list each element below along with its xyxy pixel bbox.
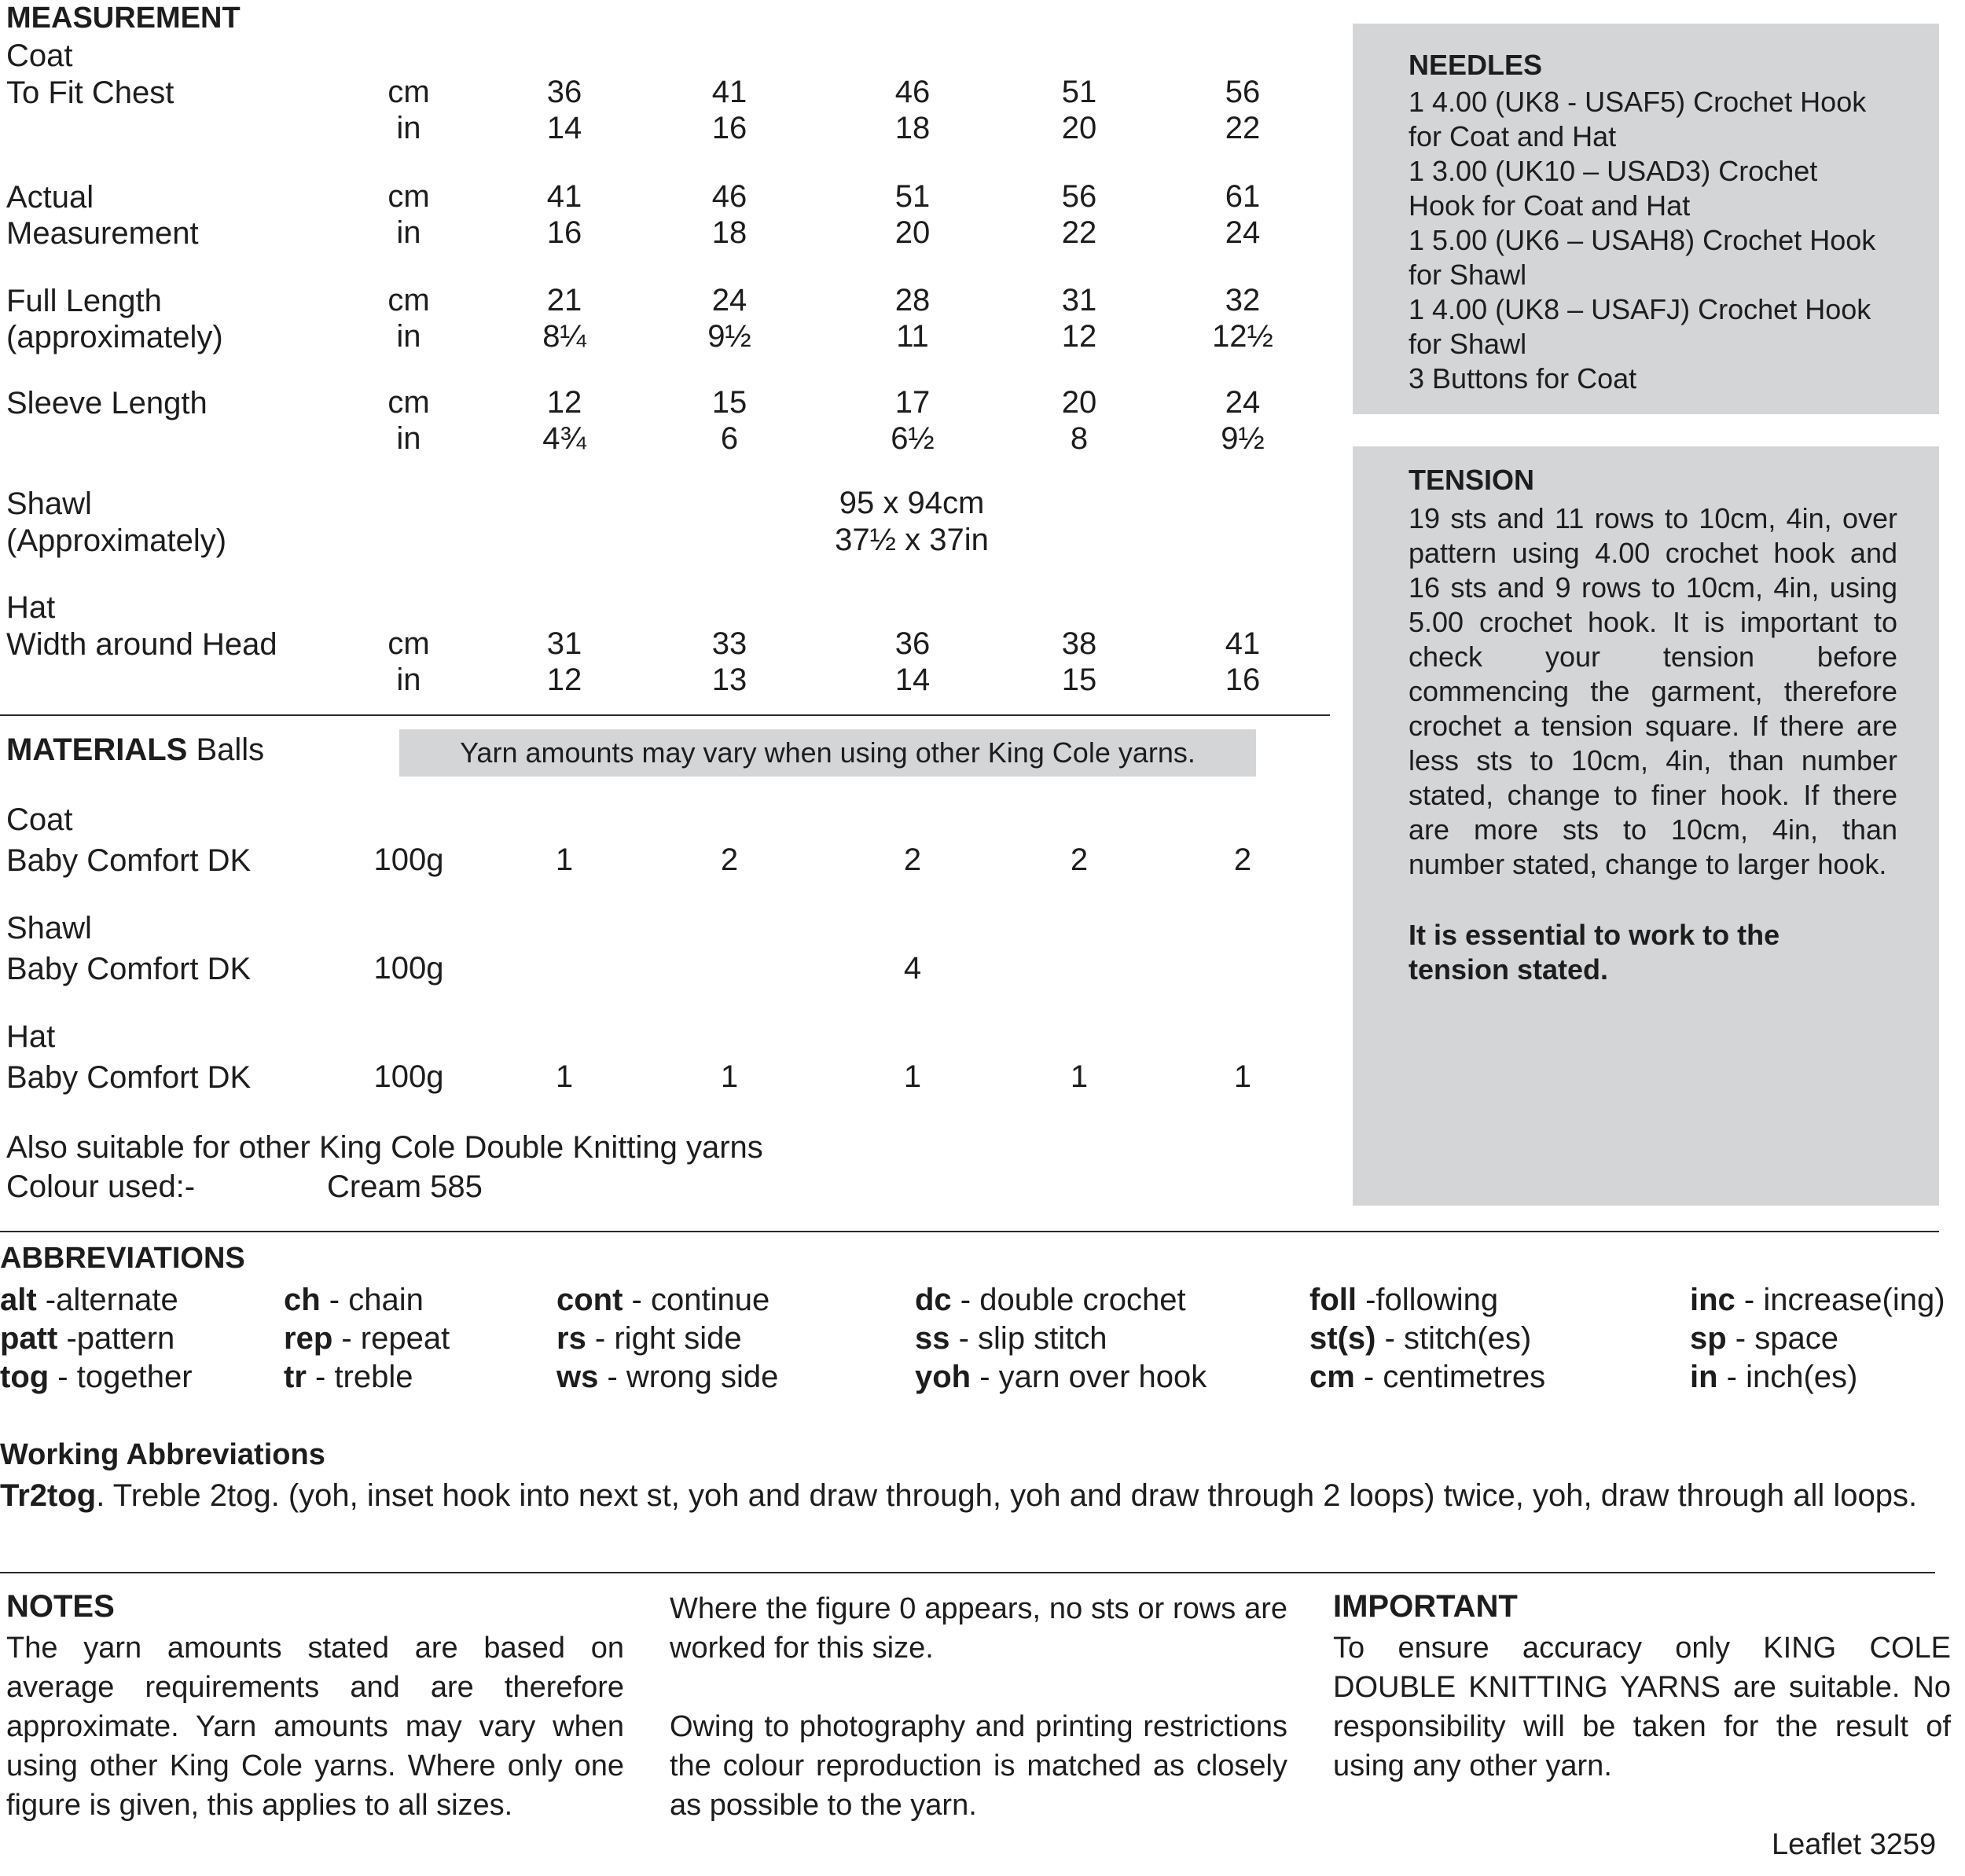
ball-count: 1	[555, 843, 574, 877]
abbreviation-meaning: chain	[348, 1283, 424, 1317]
size-value-in: 24	[1225, 215, 1261, 250]
size-value-in: 9½	[1221, 421, 1265, 456]
abbreviation-term: dc	[915, 1283, 952, 1317]
unit-cm: cm	[387, 75, 430, 109]
abbreviation-item	[0, 1360, 193, 1395]
abbreviation-separator: -	[623, 1283, 651, 1317]
abbreviation-separator: -	[306, 1360, 335, 1394]
materials-note-box	[399, 729, 1256, 776]
abbreviation-meaning: following	[1376, 1283, 1499, 1317]
shawl-sublabel: (Approximately)	[6, 523, 227, 558]
abbreviation-meaning: increase(ing)	[1763, 1283, 1945, 1317]
needles-line: for Coat and Hat	[1409, 120, 1617, 152]
abbreviation-meaning: pattern	[76, 1321, 175, 1356]
abbreviation-item	[915, 1360, 1207, 1395]
size-value-cm: 24	[1225, 385, 1261, 420]
abbreviation-meaning: double crochet	[979, 1283, 1186, 1317]
abbreviation-item	[1309, 1283, 1498, 1318]
abbreviation-term: in	[1690, 1360, 1718, 1394]
size-value-cm: 61	[1225, 179, 1261, 214]
size-value-cm: 21	[546, 283, 582, 318]
materials-heading	[6, 732, 264, 768]
working-text	[0, 1476, 1945, 1515]
size-value-in: 22	[1061, 215, 1097, 250]
abbreviation-separator: -	[951, 1283, 980, 1317]
size-value-cm: 15	[711, 385, 747, 420]
size-value-in: 18	[711, 215, 747, 250]
abbreviation-meaning: continue	[650, 1283, 770, 1317]
abbreviation-term: yoh	[915, 1360, 971, 1394]
abbreviation-meaning: alternate	[56, 1283, 178, 1317]
needles-line: 1 4.00 (UK8 - USAF5) Crochet Hook	[1409, 86, 1867, 118]
hat-value-cm: 36	[894, 626, 931, 661]
size-value-cm: 28	[894, 283, 931, 318]
abbreviation-separator: -	[1726, 1321, 1755, 1356]
tension-heading: TENSION	[1409, 464, 1535, 496]
abbreviation-item	[1690, 1321, 1838, 1357]
material-yarn: Baby Comfort DK	[6, 952, 252, 986]
material-yarn: Baby Comfort DK	[6, 843, 252, 878]
hat-value-cm: 31	[546, 626, 582, 661]
working-heading: Working Abbreviations	[0, 1438, 325, 1471]
notes-zero-figure: Where the figure 0 appears, no sts or rows are worked for this size.	[670, 1592, 1287, 1665]
size-value-in: 9½	[707, 319, 751, 354]
abbreviations-heading: ABBREVIATIONS	[0, 1242, 245, 1275]
material-yarn: Baby Comfort DK	[6, 1060, 252, 1095]
notes-colour-reproduction: Owing to photography and printing restrictions the colour reproduction is matched as closely as possible to the yarn.	[670, 1710, 1287, 1822]
size-value-in: 12½	[1212, 319, 1273, 354]
hat-value-in: 13	[711, 663, 747, 697]
ball-count: 2	[720, 843, 739, 877]
hat-value-in: 14	[894, 663, 931, 697]
abbreviation-term: st(s)	[1309, 1321, 1376, 1356]
ball-count: 1	[720, 1059, 739, 1094]
unit-in: in	[396, 215, 421, 250]
abbreviation-separator: -	[1354, 1360, 1383, 1394]
abbreviation-item	[0, 1321, 174, 1357]
needles-box	[1353, 24, 1939, 414]
abbreviation-item	[556, 1321, 742, 1357]
abbreviation-separator: -	[1717, 1360, 1746, 1394]
shawl-size-cm: 95 x 94cm	[839, 486, 985, 520]
abbreviation-item	[1690, 1283, 1945, 1318]
abbreviation-meaning: stitch(es)	[1404, 1321, 1532, 1356]
size-value-in: 16	[546, 215, 582, 250]
abbreviation-term: foll	[1309, 1283, 1357, 1317]
needles-line: for Shawl	[1409, 259, 1527, 291]
unit-cm: cm	[387, 283, 430, 318]
needles-line: 1 5.00 (UK6 – USAH8) Crochet Hook	[1409, 224, 1876, 256]
abbreviation-meaning: together	[76, 1360, 193, 1394]
abbreviation-meaning: wrong side	[626, 1360, 779, 1394]
abbreviation-item	[284, 1283, 424, 1318]
abbreviation-separator: -	[1356, 1283, 1376, 1317]
shawl-label: Shawl	[6, 486, 92, 521]
ball-count: 1	[1233, 1059, 1252, 1094]
hat-value-cm: 41	[1225, 626, 1261, 661]
abbreviation-term: rep	[284, 1321, 333, 1356]
size-value-in: 8¼	[542, 319, 586, 354]
abbreviation-term: patt	[0, 1321, 58, 1356]
abbreviation-term: cont	[556, 1283, 623, 1317]
size-value-in: 6	[720, 421, 739, 456]
colour-value: Cream 585	[327, 1169, 483, 1204]
needles-heading: NEEDLES	[1409, 49, 1543, 81]
abbreviation-meaning: treble	[334, 1360, 413, 1394]
abbreviation-item	[915, 1321, 1107, 1357]
size-value-in: 16	[711, 111, 747, 145]
size-value-cm: 41	[711, 75, 747, 109]
abbreviation-term: ss	[915, 1321, 950, 1356]
abbreviation-separator: -	[320, 1283, 349, 1317]
abbreviation-term: ch	[284, 1283, 321, 1317]
colour-label: Colour used:-	[6, 1169, 196, 1204]
ball-count: 2	[903, 843, 922, 877]
size-value-cm: 31	[1061, 283, 1097, 318]
measurement-label: Full Length	[6, 284, 162, 318]
abbreviation-term: ws	[556, 1360, 599, 1394]
measurement-heading: MEASUREMENT	[6, 2, 241, 35]
abbreviation-item	[284, 1321, 450, 1357]
abbreviation-meaning: yarn over hook	[998, 1360, 1207, 1394]
tension-text: 19 sts and 11 rows to 10cm, 4in, over pattern using 4.00 crochet hook and 16 sts and 9 rows to 10cm, 4in, using 5.00 crochet hook. It is important to check your tension before commencing the garment, therefore crochet a tension square. If there are less sts to 10cm, 4in, than number stated, change to finer hook. If there are more sts to 10cm, 4in, than number stated, change to larger hook.	[1409, 502, 1897, 880]
coat-label: Coat	[6, 39, 73, 73]
notes-heading: NOTES	[6, 1589, 115, 1624]
size-value-in: 22	[1225, 111, 1261, 145]
hat-width-label: Width around Head	[6, 627, 277, 662]
ball-count: 1	[555, 1059, 574, 1094]
size-value-cm: 51	[894, 179, 931, 214]
size-value-cm: 36	[546, 75, 582, 109]
size-value-in: 6½	[891, 421, 935, 456]
size-value-cm: 46	[894, 75, 931, 109]
tension-box	[1353, 446, 1939, 1206]
size-value-cm: 32	[1225, 283, 1261, 318]
unit-in: in	[396, 319, 421, 354]
size-value-in: 18	[894, 111, 931, 145]
shawl-size-in: 37½ x 37in	[835, 523, 989, 557]
materials-note: Yarn amounts may vary when using other King Cole yarns.	[460, 736, 1196, 769]
material-weight: 100g	[373, 843, 444, 877]
abbreviation-term: tr	[284, 1360, 307, 1394]
abbreviation-meaning: space	[1754, 1321, 1838, 1356]
size-value-cm: 41	[546, 179, 582, 214]
needles-line: 1 3.00 (UK10 – USAD3) Crochet	[1409, 155, 1818, 187]
size-value-cm: 17	[894, 385, 931, 420]
measurement-sublabel: (approximately)	[6, 320, 223, 354]
notes-text: The yarn amounts stated are based on average requirements and are therefore approximate. Yarn amounts may vary when using other King Cole yarns. Where only one figure is given, this applies to all sizes.	[6, 1632, 624, 1822]
abbreviation-meaning: inch(es)	[1746, 1360, 1858, 1394]
abbreviation-separator: -	[1376, 1321, 1404, 1356]
needles-line: for Shawl	[1409, 328, 1527, 360]
hat-unit-cm: cm	[387, 626, 430, 661]
abbreviation-item	[0, 1283, 178, 1318]
divider	[0, 1572, 1935, 1573]
size-value-in: 11	[896, 319, 929, 354]
needles-line: 1 4.00 (UK8 – USAFJ) Crochet Hook	[1409, 293, 1871, 325]
size-value-cm: 56	[1061, 179, 1097, 214]
size-value-cm: 51	[1061, 75, 1097, 109]
ball-count: 4	[903, 951, 922, 986]
abbreviation-separator: -	[949, 1321, 979, 1356]
ball-count: 2	[1070, 843, 1089, 877]
ball-count: 1	[903, 1059, 922, 1094]
abbreviation-term: rs	[556, 1321, 586, 1356]
abbreviation-separator: -	[57, 1321, 77, 1356]
abbreviation-separator: -	[586, 1321, 615, 1356]
abbreviation-item	[915, 1283, 1186, 1318]
tension-emphasis: It is essential to work to the tension stated.	[1409, 919, 1780, 986]
abbreviation-item	[1309, 1321, 1531, 1357]
size-value-cm: 12	[546, 385, 582, 420]
material-title: Hat	[6, 1019, 56, 1054]
material-title: Coat	[6, 802, 73, 837]
measurement-label: Actual	[6, 180, 94, 215]
size-value-in: 20	[894, 215, 931, 250]
also-suitable: Also suitable for other King Cole Double Knitting yarns	[6, 1130, 763, 1165]
measurement-label: To Fit Chest	[6, 75, 174, 110]
abbreviation-item	[556, 1360, 778, 1395]
ball-count: 2	[1233, 843, 1252, 877]
working-term: Tr2tog	[0, 1478, 97, 1513]
size-value-cm: 56	[1225, 75, 1261, 109]
material-weight: 100g	[373, 951, 444, 986]
unit-cm: cm	[387, 385, 430, 420]
materials-heading-bold: MATERIALS	[6, 732, 188, 767]
abbreviation-separator: -	[971, 1360, 999, 1394]
size-value-in: 4¾	[542, 421, 586, 456]
hat-value-cm: 33	[711, 626, 747, 661]
material-title: Shawl	[6, 911, 92, 945]
divider	[0, 714, 1330, 716]
unit-cm: cm	[387, 179, 430, 214]
measurement-sublabel: Measurement	[6, 216, 199, 251]
size-value-cm: 20	[1061, 385, 1097, 420]
hat-value-in: 12	[546, 663, 582, 697]
abbreviation-separator: -	[49, 1360, 77, 1394]
abbreviation-item	[284, 1360, 413, 1395]
abbreviation-item	[1690, 1360, 1857, 1395]
divider	[0, 1231, 1939, 1232]
unit-in: in	[396, 111, 421, 145]
hat-value-in: 15	[1061, 663, 1097, 697]
materials-heading-rest: Balls	[187, 732, 265, 767]
abbreviation-separator: -	[36, 1283, 57, 1317]
size-value-in: 8	[1070, 421, 1089, 456]
needles-line: Hook for Coat and Hat	[1409, 189, 1691, 222]
size-value-in: 20	[1061, 111, 1097, 145]
abbreviation-separator: -	[1735, 1283, 1764, 1317]
abbreviation-separator: -	[598, 1360, 626, 1394]
size-value-cm: 46	[711, 179, 747, 214]
hat-value-cm: 38	[1061, 626, 1097, 661]
abbreviation-term: tog	[0, 1360, 50, 1394]
size-value-in: 14	[546, 111, 582, 145]
important-text: To ensure accuracy only KING COLE DOUBLE KNITTING YARNS are suitable. No responsibility will be taken for the result of using any other yarn.	[1333, 1632, 1951, 1782]
working-desc: . Treble 2tog. (yoh, inset hook into next st, yoh and draw through, yoh and draw through 2 loops) twice, yoh, draw through all loops.	[96, 1478, 1918, 1513]
important-heading: IMPORTANT	[1333, 1589, 1518, 1624]
ball-count: 1	[1070, 1059, 1089, 1094]
abbreviation-term: inc	[1690, 1283, 1735, 1317]
size-value-in: 12	[1061, 319, 1097, 354]
abbreviation-meaning: right side	[614, 1321, 742, 1356]
material-weight: 100g	[373, 1059, 444, 1094]
leaflet-number: Leaflet 3259	[1772, 1828, 1937, 1861]
abbreviation-separator: -	[332, 1321, 361, 1356]
needles-line: 3 Buttons for Coat	[1409, 362, 1637, 395]
abbreviation-meaning: centimetres	[1383, 1360, 1546, 1394]
measurement-label: Sleeve Length	[6, 386, 208, 420]
hat-value-in: 16	[1225, 663, 1261, 697]
abbreviation-term: alt	[0, 1283, 37, 1317]
abbreviation-item	[1309, 1360, 1545, 1395]
hat-unit-in: in	[396, 663, 421, 697]
hat-label: Hat	[6, 590, 56, 625]
unit-in: in	[396, 421, 421, 456]
abbreviation-term: cm	[1309, 1360, 1355, 1394]
abbreviation-item	[556, 1283, 769, 1318]
abbreviation-term: sp	[1690, 1321, 1727, 1356]
abbreviation-meaning: repeat	[360, 1321, 450, 1356]
abbreviation-meaning: slip stitch	[978, 1321, 1107, 1356]
size-value-cm: 24	[711, 283, 747, 318]
